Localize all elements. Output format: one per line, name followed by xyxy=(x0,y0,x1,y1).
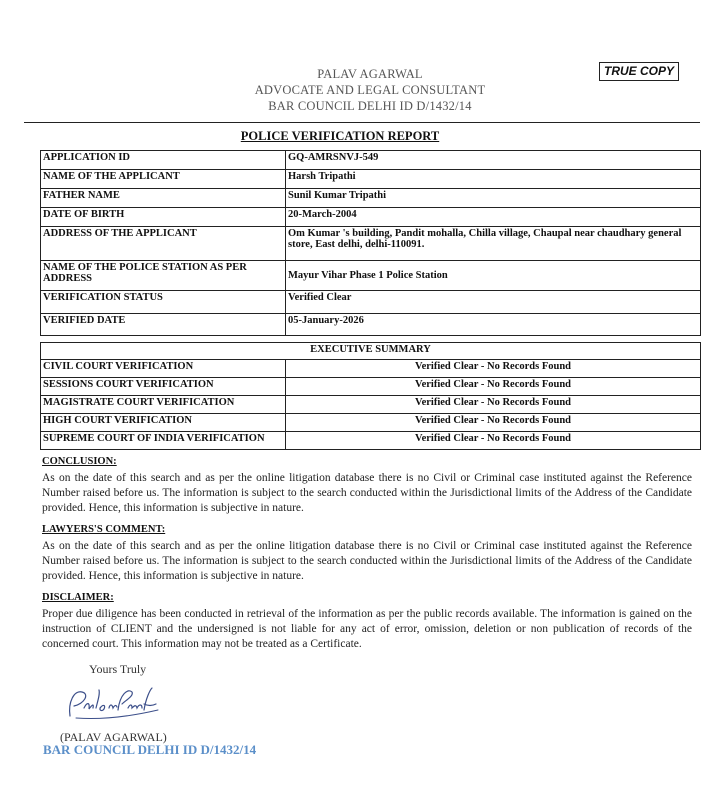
signatory-bar-id: BAR COUNCIL DELHI ID D/1432/14 xyxy=(43,742,257,757)
table-row xyxy=(41,227,701,261)
signature-stroke-surname xyxy=(118,688,156,710)
detail-label: APPLICATION ID xyxy=(41,151,286,170)
conclusion-heading: CONCLUSION: xyxy=(42,456,117,467)
signature-stroke-name xyxy=(70,690,117,716)
lawyers-comment-text: As on the date of this search and as per the online litigation database there is no Civil or Criminal case instituted against the Reference Number raised before us. The information is subject to the search conducted within the Jurisdictional limits of the Address of the Candidate provided. Hence, this information is subjective in nature. xyxy=(42,540,692,582)
table-row xyxy=(41,360,701,378)
court-label: MAGISTRATE COURT VERIFICATION xyxy=(41,396,286,414)
advocate-name: PALAV AGARWAL xyxy=(317,67,423,81)
table-row xyxy=(41,189,701,208)
court-result: Verified Clear - No Records Found xyxy=(286,360,701,378)
table-row xyxy=(41,414,701,432)
true-copy-stamp: TRUE COPY xyxy=(599,62,679,81)
disclaimer-section xyxy=(42,590,692,652)
table-row xyxy=(41,432,701,450)
conclusion-section xyxy=(42,454,692,516)
detail-label: NAME OF THE APPLICANT xyxy=(41,170,286,189)
detail-label: FATHER NAME xyxy=(41,189,286,208)
table-row xyxy=(41,314,701,336)
disclaimer-heading: DISCLAIMER: xyxy=(42,592,114,603)
court-result: Verified Clear - No Records Found xyxy=(286,414,701,432)
detail-value: Mayur Vihar Phase 1 Police Station xyxy=(286,261,701,291)
detail-value: Verified Clear xyxy=(286,291,701,314)
executive-summary-table xyxy=(40,342,701,450)
closing-salutation: Yours Truly xyxy=(89,662,147,676)
table-row xyxy=(41,170,701,189)
report-title: POLICE VERIFICATION REPORT xyxy=(240,129,440,143)
lawyers-comment-section xyxy=(42,522,692,584)
detail-label: VERIFICATION STATUS xyxy=(41,291,286,314)
conclusion-text: As on the date of this search and as per the online litigation database there is no Civil or Criminal case instituted against the Reference Number raised before us. The information is subject to the search conducted within the Jurisdictional limits of the Address of the Candidate provided. Hence, this information is subjective in nature. xyxy=(42,472,692,514)
bar-council-id: BAR COUNCIL DELHI ID D/1432/14 xyxy=(268,99,472,113)
detail-value: 20-March-2004 xyxy=(286,208,701,227)
table-header-row xyxy=(41,343,701,360)
detail-value: Harsh Tripathi xyxy=(286,170,701,189)
table-row xyxy=(41,261,701,291)
advocate-designation: ADVOCATE AND LEGAL CONSULTANT xyxy=(254,83,486,97)
detail-label: NAME OF THE POLICE STATION AS PER ADDRESS xyxy=(41,261,286,291)
table-row xyxy=(41,378,701,396)
court-result: Verified Clear - No Records Found xyxy=(286,396,701,414)
disclaimer-text: Proper due diligence has been conducted in retrieval of the information as per the public records available. The information is gained on the instruction of CLIENT and the undersigned is not liable for any act of error, omission, deletion or non publication of records of the concerned court. This information may not be treated as a Certificate. xyxy=(42,608,692,650)
table-row xyxy=(41,291,701,314)
signatory-name: (PALAV AGARWAL) xyxy=(60,730,167,744)
lawyers-comment-heading: LAWYERS'S COMMENT: xyxy=(42,524,166,535)
court-result: Verified Clear - No Records Found xyxy=(286,378,701,396)
handwritten-signature xyxy=(62,680,162,726)
summary-title: EXECUTIVE SUMMARY xyxy=(41,343,701,360)
signature-underline xyxy=(76,710,158,719)
table-row xyxy=(41,396,701,414)
court-label: SUPREME COURT OF INDIA VERIFICATION xyxy=(41,432,286,450)
applicant-details-table xyxy=(40,150,701,336)
detail-value: 05-January-2026 xyxy=(286,314,701,336)
detail-value: GQ-AMRSNVJ-549 xyxy=(286,151,701,170)
court-label: SESSIONS COURT VERIFICATION xyxy=(41,378,286,396)
detail-value: Om Kumar 's building, Pandit mohalla, Chilla village, Chaupal near chaudhary general store, East delhi, delhi-110091. xyxy=(286,227,701,261)
court-result: Verified Clear - No Records Found xyxy=(286,432,701,450)
detail-label: VERIFIED DATE xyxy=(41,314,286,336)
table-row xyxy=(41,208,701,227)
table-row xyxy=(41,151,701,170)
court-label: CIVIL COURT VERIFICATION xyxy=(41,360,286,378)
header-divider xyxy=(24,122,700,123)
detail-value: Sunil Kumar Tripathi xyxy=(286,189,701,208)
detail-label: DATE OF BIRTH xyxy=(41,208,286,227)
detail-label: ADDRESS OF THE APPLICANT xyxy=(41,227,286,261)
court-label: HIGH COURT VERIFICATION xyxy=(41,414,286,432)
